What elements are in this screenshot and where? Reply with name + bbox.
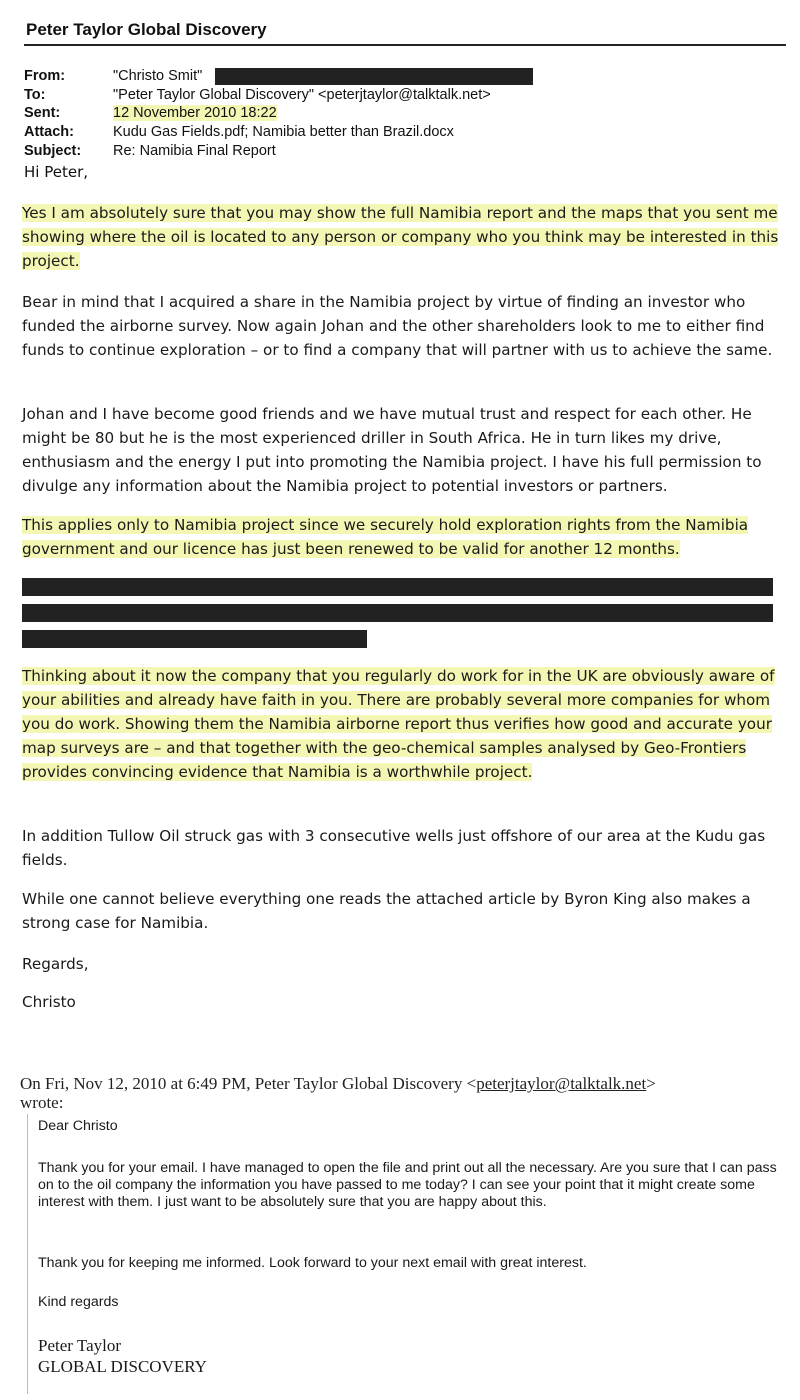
- meta-attach-label: Attach:: [24, 124, 74, 140]
- reply-paragraph-2: Bear in mind that I acquired a share in the Namibia project by virtue of finding an investor who funded the airborne survey. Now again Johan and the other shareholders look to me to either find funds to continue exploration – or to find a company that will partner with us to achieve the same.: [22, 293, 773, 359]
- redaction-bar-3: [22, 630, 367, 648]
- meta-from-label: From:: [24, 68, 66, 84]
- quoted-paragraph-2: Thank you for keeping me informed. Look forward to your next email with great interest.: [38, 1255, 587, 1271]
- highlighted-text: Yes I am absolutely sure that you may show the full Namibia report and the maps that you sent me showing where the oil is located to any person or company who you think may be interested in this project.: [22, 204, 779, 270]
- reply-paragraph-7: While one cannot believe everything one reads the attached article by Byron King also makes a strong case for Namibia.: [22, 890, 751, 932]
- quoted-header-close: >: [646, 1074, 656, 1093]
- quoted-header-wrote: wrote:: [20, 1093, 64, 1112]
- highlighted-text: This applies only to Namibia project since we securely hold exploration rights from the Namibia government and our licence has just been renewed to be valid for another 12 months.: [22, 516, 749, 558]
- sender-email-link[interactable]: peterjtaylor@talktalk.net: [476, 1074, 647, 1093]
- reply-paragraph-3: Johan and I have become good friends and we have mutual trust and respect for each other. He might be 80 but he is the most experienced driller in South Africa. He in turn likes my drive, enthusiasm and the energy I put into promoting the Namibia project. I have his full permission to divulge any information about the Namibia project to potential investors or partners.: [22, 405, 762, 495]
- header-rule: [24, 44, 786, 46]
- reply-signature: Christo: [22, 993, 76, 1011]
- meta-to-value: "Peter Taylor Global Discovery" <peterjtaylor@talktalk.net>: [113, 87, 491, 103]
- greeting: Hi Peter,: [24, 163, 88, 181]
- quoted-closing: Kind regards: [38, 1294, 119, 1310]
- meta-sent-label: Sent:: [24, 105, 61, 121]
- meta-to-label: To:: [24, 87, 46, 103]
- quoted-header: [20, 1074, 790, 1112]
- header-title: Peter Taylor Global Discovery: [26, 20, 267, 39]
- meta-sent-value: 12 November 2010 18:22: [113, 105, 277, 121]
- quote-bar: [27, 1114, 28, 1394]
- redaction-bar-1: [22, 578, 773, 596]
- highlighted-text: Thinking about it now the company that you regularly do work for in the UK are obviously aware of your abilities and already have faith in you. There are probably several more companies for whom you do work. Showing them the Namibia airborne report thus verifies how good and accurate your map surveys are – and that together with the geo-chemical samples analysed by Geo-Frontiers provides convincing evidence that Namibia is a worthwhile project.: [22, 667, 775, 781]
- quoted-signature-name: Peter Taylor: [38, 1336, 121, 1355]
- reply-paragraph-5: [22, 664, 786, 784]
- quoted-header-text: On Fri, Nov 12, 2010 at 6:49 PM, Peter Taylor Global Discovery <: [20, 1074, 477, 1093]
- redaction-bar-2: [22, 604, 773, 622]
- reply-paragraph-4: [22, 513, 786, 561]
- meta-subject-label: Subject:: [24, 143, 82, 159]
- meta-subject-value: Re: Namibia Final Report: [113, 143, 276, 159]
- quoted-salutation: Dear Christo: [38, 1118, 118, 1134]
- quoted-signature-company: GLOBAL DISCOVERY: [38, 1357, 207, 1376]
- reply-paragraph-6: In addition Tullow Oil struck gas with 3 consecutive wells just offshore of our area at the Kudu gas fields.: [22, 827, 766, 869]
- meta-attach-value: Kudu Gas Fields.pdf; Namibia better than Brazil.docx: [113, 124, 454, 140]
- meta-from-value: "Christo Smit": [113, 68, 203, 84]
- quoted-paragraph-1: Thank you for your email. I have managed to open the file and print out all the necessary. Are you sure that I can pass on to the oil company the information you have passed to me today? I can see your point that it might create some interest with them. I just want to be absolutely sure that you are happy about this.: [38, 1160, 777, 1210]
- reply-closing: Regards,: [22, 955, 89, 973]
- reply-paragraph-1: [22, 201, 786, 273]
- redaction-from-address: [215, 68, 533, 85]
